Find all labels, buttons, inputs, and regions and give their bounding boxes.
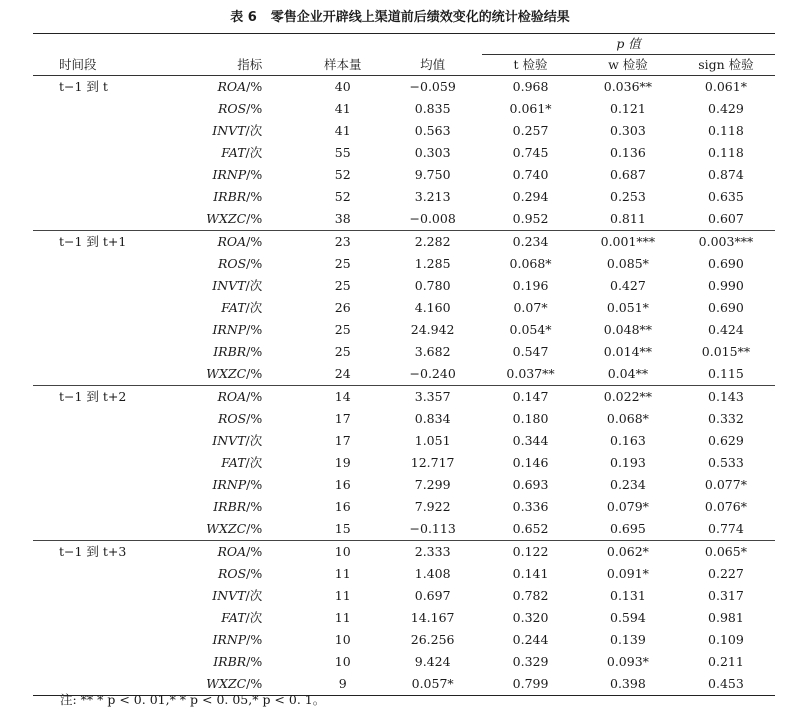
mean-cell: −0.008 (409, 211, 456, 226)
period-cell (33, 430, 129, 452)
period-cell: t−1 到 t+1 (33, 231, 129, 254)
sample-size-cell: 17 (334, 411, 351, 426)
indicator-name: ROA (217, 544, 247, 559)
sample-size-cell: 17 (334, 433, 351, 448)
t-test-cell: 0.968 (512, 79, 549, 94)
indicator-cell (129, 231, 303, 254)
t-test-cell: 0.740 (512, 167, 549, 182)
w-test-cell: 0.091* (606, 566, 649, 581)
indicator-cell (129, 518, 303, 541)
t-test-cell: 0.037** (506, 366, 555, 381)
mean-header: 均值 (383, 55, 482, 76)
mean-cell: 0.303 (414, 145, 451, 160)
period-cell (33, 452, 129, 474)
period-cell (33, 629, 129, 651)
t-test-cell: 0.294 (512, 189, 549, 204)
period-cell (33, 208, 129, 231)
header-row-p (33, 34, 775, 55)
t-test-cell: 0.07* (513, 300, 548, 315)
period-cell: t−1 到 t (59, 79, 108, 94)
table-row (33, 142, 775, 164)
w-test-cell: 0.253 (610, 189, 646, 204)
table-row (33, 563, 775, 585)
t-test-cell: 0.146 (512, 455, 549, 470)
indicator-name: ROS (217, 101, 247, 116)
w-test-cell: 0.163 (610, 433, 646, 448)
table-row (33, 297, 775, 319)
indicator-unit: /% (246, 411, 263, 426)
table-body (33, 76, 775, 696)
sample-size-header: 样本量 (302, 55, 383, 76)
indicator-cell (129, 253, 303, 275)
mean-cell: 4.160 (414, 300, 451, 315)
mean-cell: 0.563 (414, 123, 451, 138)
table-row (33, 341, 775, 363)
indicator-cell (129, 208, 303, 231)
results-table (33, 33, 775, 696)
table-row (33, 629, 775, 651)
t-test-cell: 0.745 (512, 145, 549, 160)
indicator-unit: /次 (245, 610, 263, 625)
indicator-name: ROA (217, 79, 247, 94)
indicator-cell (129, 629, 303, 651)
t-test-header: t 检验 (482, 55, 579, 76)
sign-test-cell: 0.065* (677, 541, 775, 564)
indicator-unit: /% (246, 79, 263, 94)
indicator-name: IRNP (212, 167, 247, 182)
indicator-unit: /% (246, 189, 263, 204)
indicator-name: IRBR (213, 654, 247, 669)
table-caption (0, 6, 800, 25)
indicator-unit: /% (246, 167, 263, 182)
indicator-name: ROA (217, 234, 247, 249)
w-test-cell: 0.131 (610, 588, 646, 603)
indicator-cell (129, 430, 303, 452)
indicator-unit: /次 (245, 433, 263, 448)
sample-size-cell: 25 (334, 322, 351, 337)
indicator-cell (129, 297, 303, 319)
sample-size-cell: 55 (334, 145, 351, 160)
indicator-unit: /次 (245, 145, 263, 160)
mean-cell: 2.333 (383, 541, 482, 564)
t-test-cell: 0.196 (512, 278, 549, 293)
table-row (33, 496, 775, 518)
indicator-unit: /% (246, 676, 263, 691)
sign-test-cell: 0.115 (708, 366, 744, 381)
indicator-cell (129, 563, 303, 585)
indicator-name: WXZC (206, 366, 247, 381)
sign-test-cell: 0.533 (708, 455, 744, 470)
sample-size-cell: 24 (334, 366, 351, 381)
table-note: 注: ** * p < 0. 01,* * p < 0. 05,* p < 0. 1。 (60, 692, 326, 707)
sample-size-cell: 19 (334, 455, 351, 470)
w-test-cell: 0.234 (610, 477, 646, 492)
period-cell (33, 585, 129, 607)
t-test-cell: 0.344 (512, 433, 549, 448)
period-cell: t−1 到 t+2 (33, 386, 129, 409)
indicator-name: ROS (217, 411, 247, 426)
sign-test-cell: 0.077* (704, 477, 747, 492)
sample-size-cell: 10 (302, 541, 383, 564)
period-cell (33, 142, 129, 164)
w-test-cell: 0.136 (610, 145, 646, 160)
w-test-cell: 0.121 (610, 101, 646, 116)
t-test-cell: 0.180 (512, 411, 549, 426)
sample-size-cell: 52 (334, 167, 351, 182)
period-cell (33, 164, 129, 186)
sign-test-cell: 0.453 (677, 673, 775, 696)
w-test-cell: 0.695 (610, 521, 646, 536)
w-test-cell: 0.014** (603, 344, 653, 359)
sign-test-cell: 0.076* (704, 499, 747, 514)
mean-cell: 7.299 (414, 477, 451, 492)
table-row (33, 164, 775, 186)
mean-cell: 1.408 (414, 566, 451, 581)
sample-size-cell: 10 (334, 654, 351, 669)
indicator-unit: /% (246, 256, 263, 271)
period-cell (33, 341, 129, 363)
period-cell (33, 408, 129, 430)
sign-test-cell: 0.118 (708, 145, 744, 160)
t-test-cell: 0.799 (482, 673, 579, 696)
t-test-cell: 0.336 (512, 499, 549, 514)
mean-cell: 24.942 (410, 322, 455, 337)
table-row (33, 98, 775, 120)
sign-test-cell: 0.774 (708, 521, 744, 536)
w-test-cell: 0.193 (610, 455, 646, 470)
t-test-cell: 0.329 (512, 654, 549, 669)
indicator-unit: /% (246, 344, 263, 359)
indicator-cell (129, 607, 303, 629)
indicator-unit: /次 (245, 455, 263, 470)
indicator-cell (129, 363, 303, 386)
indicator-name: INVT (212, 278, 246, 293)
table-row (33, 651, 775, 673)
indicator-unit: /% (246, 499, 263, 514)
mean-cell: 0.780 (414, 278, 451, 293)
indicator-unit: /次 (245, 123, 263, 138)
sign-test-cell: 0.118 (708, 123, 744, 138)
period-cell (33, 363, 129, 386)
t-test-cell: 0.652 (512, 521, 549, 536)
w-test-cell: 0.022** (579, 386, 677, 409)
mean-cell: 3.213 (414, 189, 451, 204)
indicator-unit: /% (246, 544, 263, 559)
mean-cell: 7.922 (414, 499, 451, 514)
t-test-cell: 0.782 (512, 588, 549, 603)
sign-test-cell: 0.429 (708, 101, 744, 116)
indicator-name: IRBR (213, 344, 247, 359)
indicator-name: WXZC (206, 211, 247, 226)
sign-test-cell: 0.061* (704, 79, 747, 94)
indicator-unit: /次 (245, 588, 263, 603)
sample-size-cell: 41 (334, 101, 351, 116)
w-test-cell: 0.811 (610, 211, 646, 226)
sample-size-cell: 52 (334, 189, 351, 204)
sign-test-cell: 0.990 (708, 278, 744, 293)
indicator-name: IRBR (213, 499, 247, 514)
indicator-unit: /% (246, 322, 263, 337)
mean-cell: 9.750 (414, 167, 451, 182)
indicator-name: IRNP (212, 322, 247, 337)
sign-test-cell: 0.003*** (677, 231, 775, 254)
sign-test-cell: 0.109 (708, 632, 744, 647)
table-row (33, 231, 775, 254)
table-row (33, 76, 775, 99)
mean-cell: −0.059 (409, 79, 456, 94)
indicator-cell (129, 341, 303, 363)
sign-test-cell: 0.874 (708, 167, 744, 182)
sample-size-cell: 38 (334, 211, 351, 226)
sign-test-cell: 0.635 (708, 189, 744, 204)
period-cell (33, 186, 129, 208)
sign-test-cell: 0.607 (708, 211, 744, 226)
indicator-name: FAT (221, 145, 246, 160)
table-row (33, 607, 775, 629)
indicator-cell (129, 386, 303, 409)
sample-size-cell: 9 (302, 673, 383, 696)
w-test-header: w 检验 (579, 55, 677, 76)
indicator-cell (129, 186, 303, 208)
indicator-unit: /% (246, 654, 263, 669)
table-row (33, 208, 775, 231)
indicator-cell (129, 496, 303, 518)
indicator-name: FAT (221, 455, 246, 470)
w-test-cell: 0.687 (610, 167, 646, 182)
sample-size-cell: 25 (334, 256, 351, 271)
indicator-name: INVT (212, 123, 246, 138)
sign-test-cell: 0.015** (701, 344, 751, 359)
table-row (33, 275, 775, 297)
indicator-name: IRBR (213, 189, 247, 204)
mean-cell: 3.682 (414, 344, 451, 359)
sample-size-cell: 16 (334, 477, 351, 492)
mean-cell: 2.282 (383, 231, 482, 254)
mean-cell: 0.697 (414, 588, 451, 603)
mean-cell: 1.285 (414, 256, 451, 271)
period-cell: t−1 到 t+3 (33, 541, 129, 564)
indicator-name: IRNP (212, 477, 247, 492)
t-test-cell: 0.320 (512, 610, 549, 625)
period-cell (33, 120, 129, 142)
period-cell (33, 607, 129, 629)
t-test-cell: 0.147 (482, 386, 579, 409)
indicator-name: FAT (221, 610, 246, 625)
sign-test-cell: 0.143 (677, 386, 775, 409)
indicator-cell (129, 142, 303, 164)
period-header: 时间段 (33, 55, 129, 76)
indicator-cell (129, 651, 303, 673)
mean-cell: 0.835 (414, 101, 451, 116)
indicator-unit: /% (246, 566, 263, 581)
indicator-cell (129, 408, 303, 430)
period-cell (33, 651, 129, 673)
indicator-cell (129, 585, 303, 607)
w-test-cell: 0.036** (603, 79, 653, 94)
indicator-cell (129, 541, 303, 564)
table-row (33, 585, 775, 607)
indicator-cell (129, 98, 303, 120)
indicator-name: FAT (221, 300, 246, 315)
w-test-cell: 0.303 (610, 123, 646, 138)
sample-size-cell: 25 (334, 344, 351, 359)
indicator-name: ROS (217, 566, 247, 581)
p-value-group-header: p 值 (482, 34, 775, 55)
header-row (33, 55, 775, 76)
indicator-cell (129, 120, 303, 142)
mean-cell: 14.167 (410, 610, 455, 625)
w-test-cell: 0.427 (610, 278, 646, 293)
t-test-cell: 0.234 (482, 231, 579, 254)
table-row (33, 120, 775, 142)
sign-test-cell: 0.211 (708, 654, 744, 669)
mean-cell: 12.717 (410, 455, 455, 470)
t-test-cell: 0.547 (512, 344, 549, 359)
indicator-name: IRNP (212, 632, 247, 647)
indicator-cell (129, 474, 303, 496)
sign-test-cell: 0.332 (708, 411, 744, 426)
table-title: 零售企业开辟线上渠道前后绩效变化的统计检验结果 (270, 10, 570, 25)
mean-cell: −0.240 (409, 366, 456, 381)
table-row (33, 430, 775, 452)
sign-test-cell: 0.690 (708, 256, 744, 271)
period-cell (33, 253, 129, 275)
mean-cell: 0.834 (414, 411, 451, 426)
period-cell (33, 275, 129, 297)
t-test-cell: 0.257 (512, 123, 549, 138)
t-test-cell: 0.244 (512, 632, 549, 647)
indicator-unit: /% (246, 101, 263, 116)
sample-size-cell: 23 (302, 231, 383, 254)
mean-cell: 9.424 (414, 654, 451, 669)
t-test-cell: 0.061* (509, 101, 552, 116)
indicator-name: WXZC (206, 676, 247, 691)
sample-size-cell: 10 (334, 632, 351, 647)
sign-test-cell: 0.317 (708, 588, 744, 603)
indicator-header: 指标 (129, 55, 303, 76)
table-row (33, 474, 775, 496)
sign-test-cell: 0.227 (708, 566, 744, 581)
indicator-unit: /% (246, 521, 263, 536)
indicator-unit: /% (246, 389, 263, 404)
indicator-cell (129, 319, 303, 341)
period-cell (33, 474, 129, 496)
mean-cell: 1.051 (414, 433, 451, 448)
sample-size-cell: 11 (334, 610, 351, 625)
sample-size-cell: 40 (334, 79, 351, 94)
indicator-unit: /% (246, 632, 263, 647)
indicator-cell (129, 164, 303, 186)
table-number: 表 6 (230, 10, 257, 25)
period-cell (33, 518, 129, 541)
t-test-cell: 0.054* (509, 322, 552, 337)
mean-cell: −0.113 (409, 521, 456, 536)
sample-size-cell: 26 (334, 300, 351, 315)
indicator-unit: /% (246, 211, 263, 226)
w-test-cell: 0.398 (579, 673, 677, 696)
period-cell (33, 319, 129, 341)
w-test-cell: 0.001*** (579, 231, 677, 254)
t-test-cell: 0.122 (482, 541, 579, 564)
sample-size-cell: 16 (334, 499, 351, 514)
w-test-cell: 0.04** (607, 366, 649, 381)
table-row (33, 518, 775, 541)
period-cell (33, 297, 129, 319)
w-test-cell: 0.068* (606, 411, 649, 426)
table-row (33, 363, 775, 386)
indicator-name: ROA (217, 389, 247, 404)
table-row (33, 408, 775, 430)
w-test-cell: 0.048** (603, 322, 653, 337)
table-row (33, 386, 775, 409)
sample-size-cell: 41 (334, 123, 351, 138)
table-row (33, 319, 775, 341)
sample-size-cell: 14 (302, 386, 383, 409)
indicator-unit: /% (246, 366, 263, 381)
w-test-cell: 0.093* (606, 654, 649, 669)
indicator-unit: /次 (245, 278, 263, 293)
sign-test-cell: 0.690 (708, 300, 744, 315)
sample-size-cell: 15 (334, 521, 351, 536)
t-test-cell: 0.141 (512, 566, 549, 581)
mean-cell: 26.256 (410, 632, 455, 647)
table-row (33, 186, 775, 208)
period-cell (33, 98, 129, 120)
indicator-unit: /% (246, 477, 263, 492)
period-cell (33, 563, 129, 585)
w-test-cell: 0.139 (610, 632, 646, 647)
sign-test-cell: 0.424 (708, 322, 744, 337)
indicator-cell (129, 452, 303, 474)
sign-test-cell: 0.981 (708, 610, 744, 625)
sample-size-cell: 11 (334, 566, 351, 581)
sample-size-cell: 25 (334, 278, 351, 293)
w-test-cell: 0.062* (579, 541, 677, 564)
w-test-cell: 0.051* (606, 300, 649, 315)
sign-test-cell: 0.629 (708, 433, 744, 448)
w-test-cell: 0.079* (606, 499, 649, 514)
indicator-name: WXZC (206, 521, 247, 536)
sample-size-cell: 11 (334, 588, 351, 603)
table-row (33, 541, 775, 564)
table-row (33, 452, 775, 474)
indicator-name: INVT (212, 433, 246, 448)
indicator-name: INVT (212, 588, 246, 603)
w-test-cell: 0.085* (606, 256, 649, 271)
mean-cell: 0.057* (383, 673, 482, 696)
sign-test-header: sign 检验 (677, 55, 775, 76)
mean-cell: 3.357 (383, 386, 482, 409)
period-cell (33, 496, 129, 518)
indicator-cell (129, 275, 303, 297)
t-test-cell: 0.068* (509, 256, 552, 271)
indicator-cell (129, 76, 303, 99)
t-test-cell: 0.693 (512, 477, 549, 492)
indicator-name: ROS (217, 256, 247, 271)
t-test-cell: 0.952 (512, 211, 549, 226)
table-row (33, 253, 775, 275)
indicator-unit: /% (246, 234, 263, 249)
indicator-unit: /次 (245, 300, 263, 315)
w-test-cell: 0.594 (610, 610, 646, 625)
